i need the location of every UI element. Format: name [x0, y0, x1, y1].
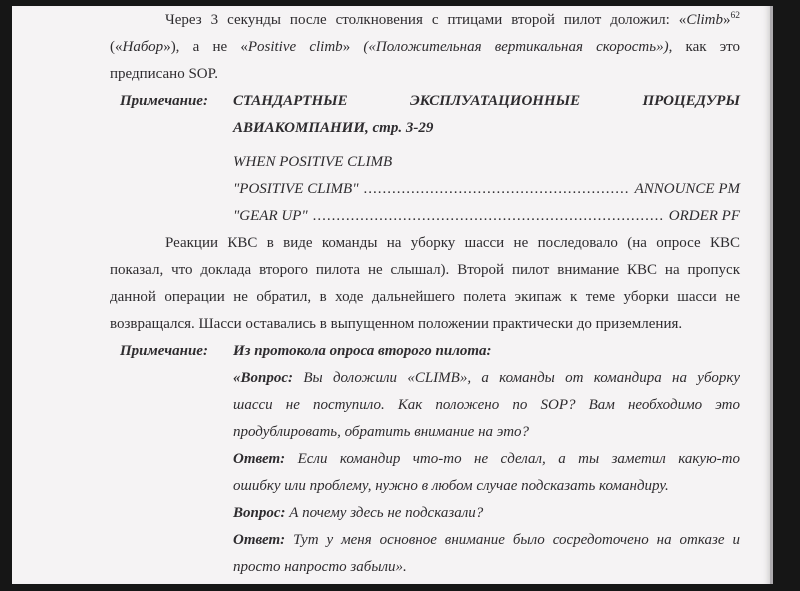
text-line — [110, 61, 740, 88]
text-segment: Ответ: — [233, 532, 294, 548]
text-segment: ошибку или проблему, нужно в любом случае подсказать командиру. — [233, 478, 669, 494]
text-segment: Тут у меня основное внимание было сосредоточено на отказе и — [293, 532, 740, 548]
paragraph-gear-retraction — [110, 230, 740, 338]
quote-row-positive-climb — [233, 176, 740, 203]
text-segment: Через 3 секунды после столкновения с птицами второй пилот доложил: « — [165, 12, 687, 28]
text-segment: » — [342, 39, 364, 55]
text-segment: Реакции КВС в виде команды на уборку шасси не последовало (на опросе КВС — [165, 235, 740, 251]
text-line — [233, 115, 740, 142]
text-line — [233, 554, 740, 581]
quote-action: ORDER PF — [668, 208, 740, 224]
text-segment: (« — [110, 39, 123, 55]
text-segment: Climb — [686, 12, 723, 28]
note-label: Примечание: — [120, 343, 208, 359]
text-segment: 62 — [730, 11, 740, 21]
sop-quote-block — [233, 149, 740, 230]
page-content — [110, 7, 740, 581]
note-sop-title — [233, 88, 740, 142]
text-line — [233, 446, 740, 473]
text-segment: СТАНДАРТНЫЕ ЭКСПЛУАТАЦИОННЫЕ ПРОЦЕДУРЫ — [233, 93, 740, 109]
text-segment: » — [723, 12, 731, 28]
text-segment: «Вопрос: — [233, 370, 304, 386]
text-segment: шасси не поступило. Как положено по SOP? Вам необходимо это — [233, 397, 740, 413]
text-segment: Positive climb — [247, 39, 343, 55]
text-line — [110, 257, 740, 284]
text-segment: А почему здесь не подсказали? — [289, 505, 484, 521]
note-label: Примечание: — [120, 93, 208, 109]
quote-heading: WHEN POSITIVE CLIMB — [233, 154, 393, 170]
text-line — [110, 230, 740, 257]
text-line — [110, 34, 740, 61]
text-line — [233, 473, 740, 500]
text-segment: продублировать, обратить внимание на это? — [233, 424, 530, 440]
text-line — [233, 338, 740, 365]
text-line — [233, 88, 740, 115]
text-line — [110, 7, 740, 34]
quote-term: "POSITIVE CLIMB" — [233, 181, 359, 197]
quote-row-gear-up — [233, 203, 740, 230]
text-segment: Ответ: — [233, 451, 298, 467]
text-line — [110, 284, 740, 311]
text-segment: показал, что доклада второго пилота не слышал). Второй пилот внимание КВС на пропуск — [110, 262, 740, 278]
text-segment: Набор — [122, 39, 164, 55]
leader-dots — [313, 203, 664, 230]
text-line — [233, 365, 740, 392]
note-interview-protocol — [110, 338, 740, 581]
text-segment: АВИАКОМПАНИИ, стр. 3-29 — [233, 120, 434, 136]
paragraph-pilot-callout — [110, 7, 740, 88]
document-page — [12, 6, 773, 584]
text-segment: , как это — [668, 39, 741, 55]
leader-dots — [364, 176, 630, 203]
text-line — [233, 392, 740, 419]
text-segment: »), а не « — [163, 39, 248, 55]
text-segment: («Положительная вертикальная скорость») — [363, 39, 669, 55]
text-segment: просто напросто забыли». — [233, 559, 407, 575]
text-segment: предписано SOP. — [110, 66, 219, 82]
text-segment: Вы доложили «CLIMB», а команды от командира на уборку — [303, 370, 740, 386]
text-line — [233, 527, 740, 554]
text-segment: возвращался. Шасси оставались в выпущенном положении практически до приземления. — [110, 316, 683, 332]
text-segment: Вопрос: — [233, 505, 290, 521]
text-segment: Из протокола опроса второго пилота: — [233, 343, 492, 359]
text-segment: данной операции не обратил, в ходе дальнейшего полета экипаж к теме уборки шасси не — [110, 289, 740, 305]
text-line — [233, 500, 740, 527]
text-segment: Если командир что-то не сделал, а ты заметил какую-то — [297, 451, 740, 467]
text-line — [110, 311, 740, 338]
quote-term: "GEAR UP" — [233, 208, 308, 224]
note-interview-body — [233, 338, 740, 581]
quote-action: ANNOUNCE PM — [634, 181, 740, 197]
text-line — [233, 419, 740, 446]
note-sop-reference — [110, 88, 740, 142]
